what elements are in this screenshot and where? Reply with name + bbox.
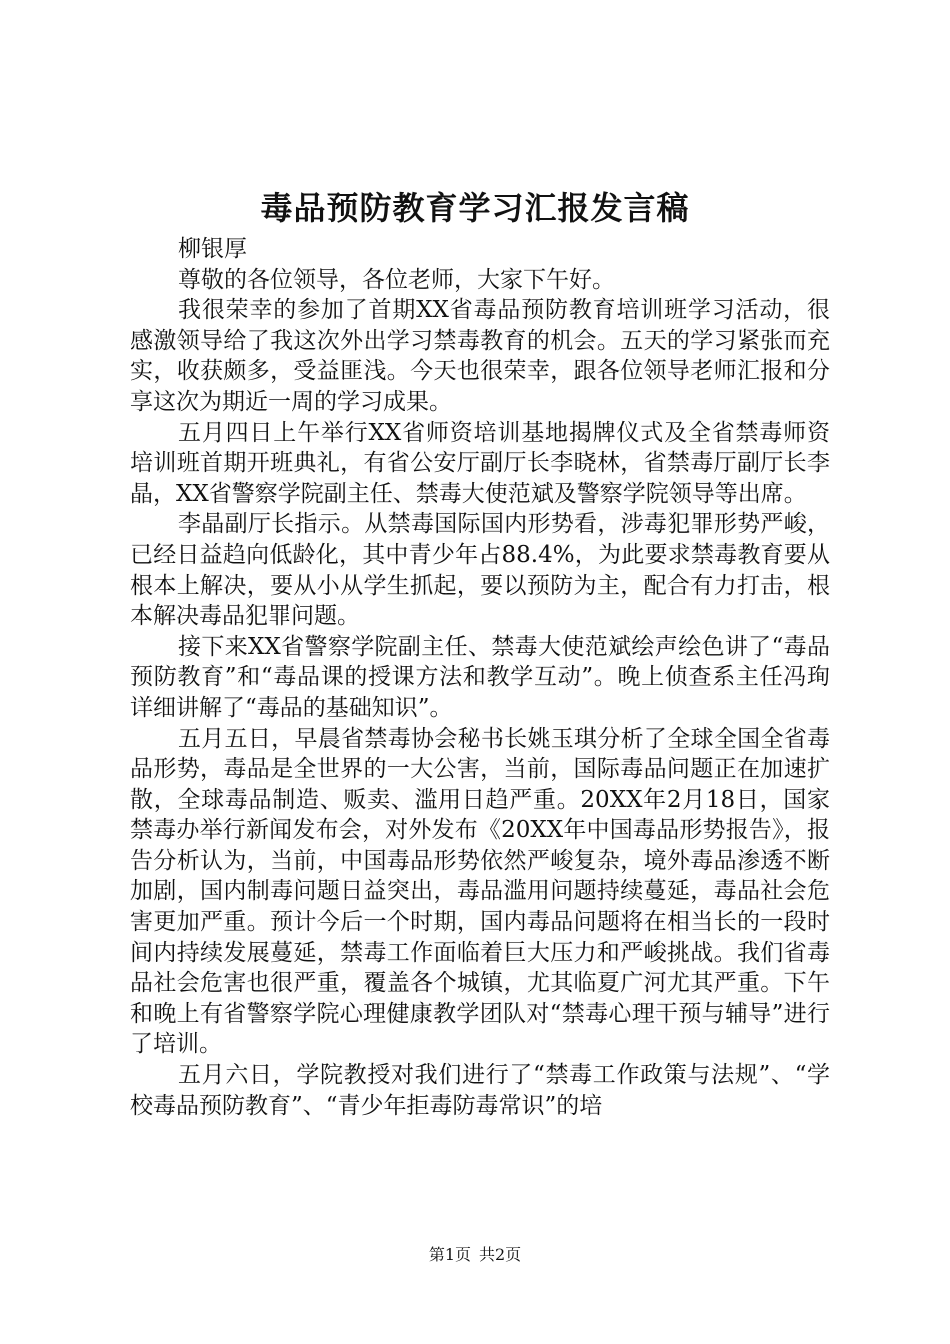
author-name: 柳银厚 [178, 236, 247, 262]
document-body [130, 234, 830, 1121]
page-number: 第1页 [428, 1245, 471, 1264]
paragraph-fan-bin-lecture: 接下来XX省警察学院副主任、禁毒大使范斌绘声绘色讲了“毒品预防教育”和“毒品课的授课方法和教学互动”。晚上侦查系主任冯珣详细讲解了“毒品的基础知识”。 [130, 633, 830, 721]
paragraph-li-jing-instructions: 李晶副厅长指示。从禁毒国际国内形势看，涉毒犯罪形势严峻，已经日益趋向低龄化，其中青少年占88.4%，为此要求禁毒教育要从根本上解决，要从小从学生抓起，要以预防为主，配合有力打击，根本解决毒品犯罪问题。 [130, 511, 830, 630]
document-title: 毒品预防教育学习汇报发言稿 [260, 189, 690, 227]
page-footer [0, 1244, 950, 1266]
paragraph-greeting: 尊敬的各位领导，各位老师，大家下午好。 [178, 266, 615, 293]
paragraph-may-6: 五月六日，学院教授对我们进行了“禁毒工作政策与法规”、“学校毒品预防教育”、“青少年拒毒防毒常识”的培 [130, 1062, 830, 1119]
paragraph-may-5: 五月五日，早晨省禁毒协会秘书长姚玉琪分析了全球全国全省毒品形势，毒品是全世界的一大公害，当前，国际毒品问题正在加速扩散，全球毒品制造、贩卖、滥用日趋严重。20XX年2月18日，国家禁毒办举行新闻发布会，对外发布《20XX年中国毒品形势报告》，报告分析认为，当前，中国毒品形势依然严峻复杂，境外毒品渗透不断加剧，国内制毒问题日益突出，毒品滥用问题持续蔓延，毒品社会危害更加严重。预计今后一个时期，国内毒品问题将在相当长的一段时间内持续发展蔓延，禁毒工作面临着巨大压力和严峻挑战。我们省毒品社会危害也很严重，覆盖各个城镇，尤其临夏广河尤其严重。下午和晚上有省警察学院心理健康教学团队对“禁毒心理干预与辅导”进行了培训。 [130, 725, 830, 1058]
page-total: 共2页 [479, 1245, 522, 1264]
paragraph-may-4-ceremony: 五月四日上午举行XX省师资培训基地揭牌仪式及全省禁毒师资培训班首期开班典礼，有省公安厅副厅长李晓林，省禁毒厅副厅长李晶，XX省警察学院副主任、禁毒大使范斌及警察学院领导等出席。 [130, 419, 830, 507]
paragraph-intro: 我很荣幸的参加了首期XX省毒品预防教育培训班学习活动，很感激领导给了我这次外出学习禁毒教育的机会。五天的学习紧张而充实，收获颇多，受益匪浅。今天也很荣幸，跟各位领导老师汇报和分享这次为期近一周的学习成果。 [130, 297, 830, 415]
